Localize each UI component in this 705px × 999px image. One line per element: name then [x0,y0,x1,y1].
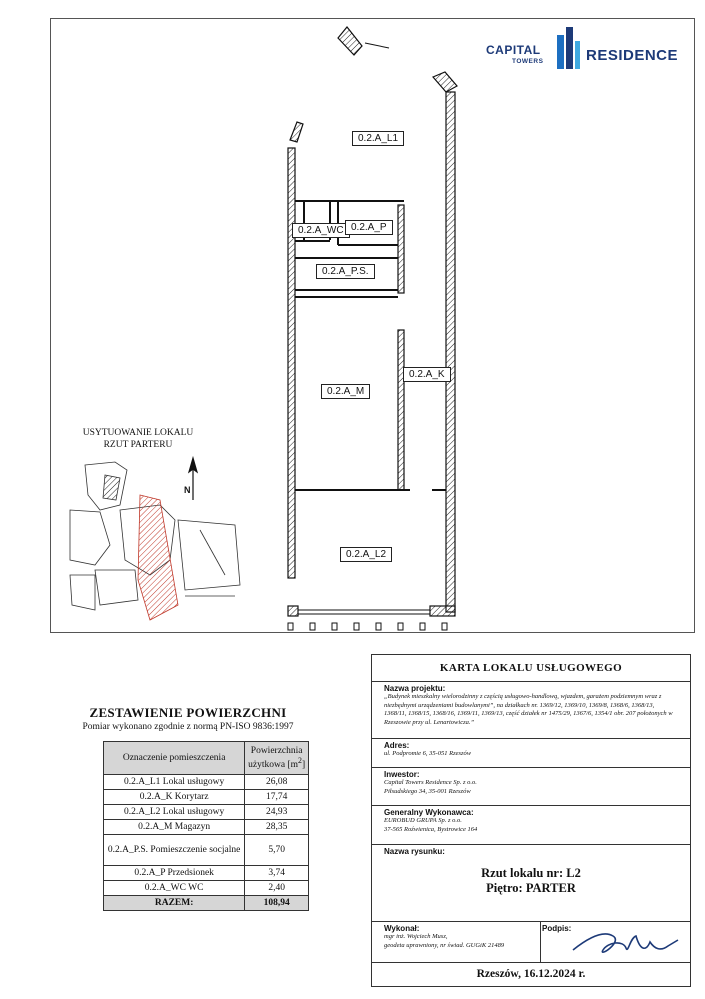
table-row: 0.2.A_K Korytarz 17,74 [104,790,309,805]
table-row: 0.2.A_P Przedsionek 3,74 [104,866,309,881]
table-row: 0.2.A_L2 Lokal usługowy 24,93 [104,805,309,820]
title-card [371,654,691,987]
table-row: 0.2.A_WC WC 2,40 [104,881,309,896]
card-title: KARTA LOKALU USŁUGOWEGO [372,655,690,682]
table-row: 0.2.A_P.S. Pomieszczenie socjalne 5,70 [104,835,309,866]
header-area: Powierzchnia użytkowa $[m^2]$ [245,742,309,775]
room-label-m: 0.2.A_M [321,384,370,399]
room-label-k: 0.2.A_K [403,367,451,382]
signature-image [568,928,683,960]
room-label-l1: 0.2.A_L1 [352,131,404,146]
summary-title: ZESTAWIENIE POWIERZCHNI [89,705,287,720]
room-label-l2: 0.2.A_L2 [340,547,392,562]
header-room: Oznaczenie pomieszczenia [104,742,245,775]
area-table [103,741,309,911]
card-investor: Inwestor: Capital Towers Residence Sp. z o.o. Piłsudskiego 34, 35-001 Rzeszów [372,768,690,806]
company-logo: CAPITAL TOWERS RESIDENCE [482,25,682,73]
card-drawing: Nazwa rysunku: Rzut lokalu nr: L2 Piętro: PARTER [372,845,690,922]
table-total-row: RAZEM: 108,94 [104,896,309,911]
room-label-p: 0.2.A_P [345,220,393,235]
table-header [104,742,309,775]
north-label: N [184,485,191,495]
card-address: Adres: ul. Podpromie 6, 35-051 Rzeszów [372,739,690,768]
card-project: Nazwa projektu: „Budynek mieszkalny wielorodzinny z częścią usługowo-handlową, wjazdem, garażem podziemnym wraz z niezbędnymi urządzeniami budowlanymi”, na działkach nr. 1369/12, 1369/10, 1369/8, 1368/6, 1368/13, 1368/11, 1368/15, 1368/16, 1369/11, 1369/13, część działek nr 1475/29, 1367/6, 1354/1 obr. 207 położonych w Rzeszowie przy ul. Lenartowicza.” [372,682,690,739]
site-plan-drawing [70,462,240,620]
card-executed: Wykonał: mgr inż. Wojciech Musz, geodeta uprawniony, nr świad. GUGiK 21489 Podpis: [372,922,690,963]
room-label-wc: 0.2.A_WC [292,223,350,238]
card-contractor: Generalny Wykonawca: EUROBUD GRUPA Sp. z o.o. 37-565 Roźwienica, Bystrowice 164 [372,806,690,845]
towers-icon [554,25,582,71]
table-row: 0.2.A_L1 Lokal usługowy 26,08 [104,775,309,790]
card-date: Rzeszów, 16.12.2024 r. [476,968,586,980]
room-label-ps: 0.2.A_P.S. [316,264,375,279]
summary-subtitle: Pomiar wykonano zgodnie z normą PN-ISO 9836:1997 [82,722,294,732]
site-plan-title: USYTUOWANIE LOKALU RZUT PARTERU [82,428,194,450]
table-row: 0.2.A_M Magazyn 28,35 [104,820,309,835]
